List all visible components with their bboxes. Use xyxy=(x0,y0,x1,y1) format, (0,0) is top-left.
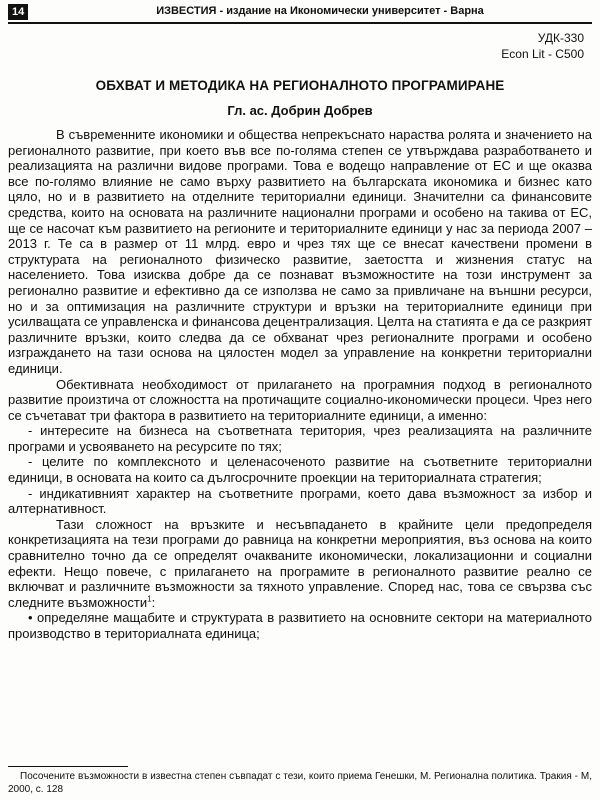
list-item-development-goals: - целите по комплексното и целенасоченото развитие на съответните териториални единици, в основата на които са дългосрочните проекции на териториалната стратегия; xyxy=(8,454,592,486)
article-title: ОБХВАТ И МЕТОДИКА НА РЕГИОНАЛНОТО ПРОГРАМИРАНЕ xyxy=(95,78,505,93)
paragraph-necessity: Обективната необходимост от прилагането на програмния подход в регионалното развитие произтича от сложността на протичащите социално-икономически процеси. Чрез него се съчетават три фактора в развитието на териториалните единици, а именно: xyxy=(8,376,592,423)
classification-codes xyxy=(501,30,584,62)
list-item-business-interests: - интересите на бизнеса на съответната територия, чрез реализацията на различните програми и усвояването на ресурсите по тях; xyxy=(8,423,592,454)
article-author: Гл. ас. Добрин Добрев xyxy=(227,103,373,118)
econlit-code: Econ Lit - C500 xyxy=(501,47,584,61)
header-rule xyxy=(8,22,592,24)
running-header xyxy=(8,4,592,22)
udk-code: УДК-330 xyxy=(537,31,584,45)
list-item-sector-scale: • определяне мащабите и структурата в развитието на основните сектори на материалното производство в териториалната единица; xyxy=(8,610,592,641)
page-number: 14 xyxy=(8,4,28,20)
footnote-reference[interactable]: 1 xyxy=(147,594,152,604)
journal-title: ИЗВЕСТИЯ - издание на Икономически университет - Варна xyxy=(156,5,484,17)
footnote: Посочените възможности в известна степен съвпадат с тези, които приема Генешки, М. Регионална политика. Тракия - М, 2000, с. 128 xyxy=(8,771,592,795)
paragraph-complexity-end: : xyxy=(151,594,156,610)
footnote-rule xyxy=(8,766,128,767)
list-item-indicative-character: - индикативният характер на съответните програми, което дава възможност за избор и алтернативност. xyxy=(8,485,592,517)
paragraph-intro: В съвременните икономики и общества непрекъснато нараства ролята и значението на регионалното развитие, при което във все по-голяма степен се утвърждава разработването и реализацията на различни видове програми. Това е водещо направление от ЕС и ще оказва все по-голямо влияние не само върху развитието на българската икономика и бизнес като цяло, но и в развитието на отделните териториални единици. Значителни са финансовите средства, които на основата на различните национални програми и особено на такива от ЕС, ще се насочат към развитието на регионите и териториалните единици у нас за периода 2007 – 2013 г. Те са в размер от 11 млрд. евро и чрез тях ще се внесат качествени промени в структурата на регионалното физическо развитие, заетостта и жизнения статус на населението. Това изисква добре да се познават възможностите на този инструмент за регионално развитие и ефективно да се използва не само за привличане на външни ресурси, но и за оптимизация на различните структури и връзки на териториалните единици при усилващата се управленска и финансова децентрализация. Целта на статията е да се разкрият различните връзки, които следва да се обхванат чрез регионалните програми и особено изграждането на тази основа на цялостен модел за управление на конкретни териториални единици. xyxy=(8,127,592,376)
paragraph-complexity-text: Тази сложност на връзките и несъвпадането в крайните цели предопределя конкретизацията на тези програми до равница на конкретни мероприятия, въз основа на които сравнително точно да се определят очакваните икономически, локализационни и социални ефекти. Нещо повече, с прилагането на програмите в регионалното развитие реално се включват и различните възможности за тяхното управление. Според нас, това се свързва със следните възможности xyxy=(8,516,592,610)
paragraph-complexity xyxy=(8,517,592,611)
article-body xyxy=(8,127,592,642)
